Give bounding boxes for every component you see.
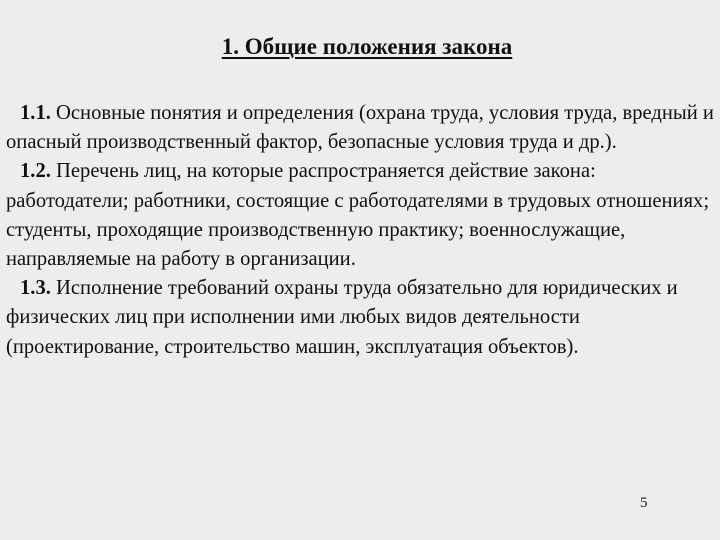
section-text: Перечень лиц, на которые распространяется действие закона: работодатели; работники, состоящие с работодателями в трудовых отношениях; студенты, проходящие производственную практику; военнослужащие, направляемые на работу в организации.: [6, 160, 710, 271]
section-1-3: [6, 274, 714, 362]
section-text: Основные понятия и определения (охрана труда, условия труда, вредный и опасный производственный фактор, безопасные условия труда и др.).: [6, 102, 714, 154]
slide-body: [6, 99, 714, 362]
section-1-1: [6, 99, 714, 157]
slide-title: [0, 29, 720, 65]
slide-title-text: 1. Общие положения закона: [221, 34, 513, 59]
section-1-2: [6, 157, 714, 274]
section-number: 1.3.: [20, 277, 51, 300]
page-number: 5: [640, 495, 648, 511]
section-text: Исполнение требований охраны труда обязательно для юридических и физических лиц при исполнении ими любых видов деятельности (проектирование, строительство машин, эксплуатация объектов).: [6, 277, 678, 358]
section-number: 1.2.: [20, 160, 51, 183]
section-number: 1.1.: [20, 102, 51, 124]
